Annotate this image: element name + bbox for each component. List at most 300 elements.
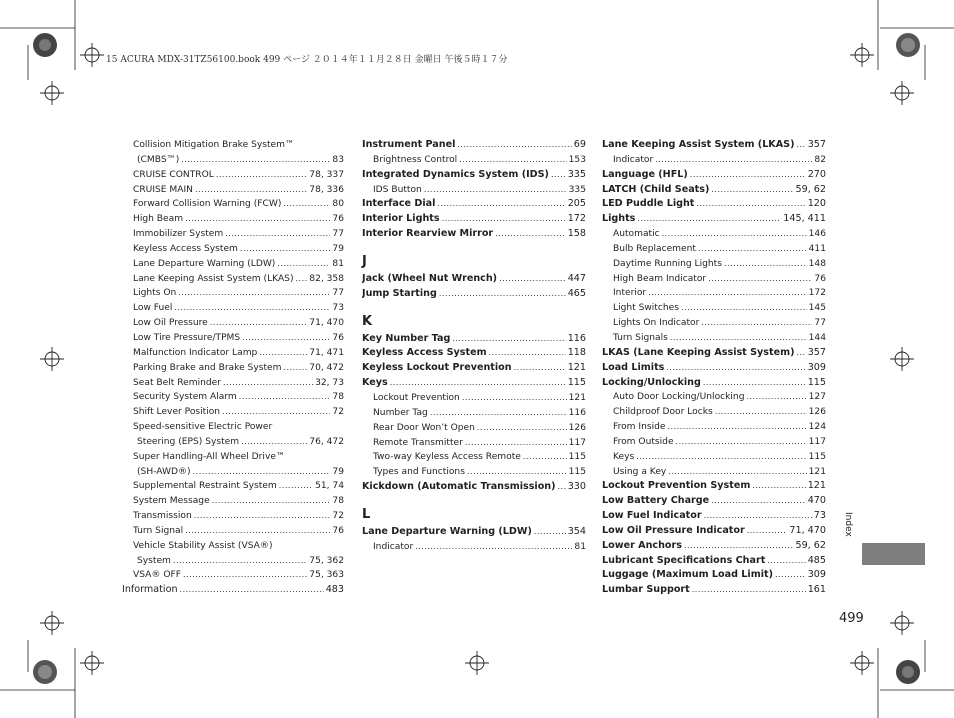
dot-leader (711, 494, 806, 509)
dot-leader (277, 257, 330, 272)
dot-leader (752, 479, 805, 494)
index-entry (602, 509, 826, 524)
index-entry (602, 257, 826, 272)
index-entry-term: Collision Mitigation Brake System™ (133, 140, 295, 150)
dot-leader (724, 257, 807, 272)
index-entry (122, 168, 344, 183)
index-entry-term: Lights On Indicator (613, 318, 700, 329)
index-entry (122, 405, 344, 420)
index-entry (122, 286, 344, 301)
index-entry (122, 494, 344, 509)
index-entry-pages: 78, 336 (309, 184, 344, 195)
index-entry (362, 540, 586, 555)
index-section-letter: L (362, 506, 371, 522)
dot-leader (185, 524, 330, 539)
index-entry-pages: 354 (567, 525, 586, 537)
dot-leader (242, 331, 330, 346)
index-entry-pages: 75, 363 (309, 570, 344, 581)
index-entry-pages: 79 (332, 243, 344, 254)
index-entry-term: Supplemental Restraint System (133, 481, 277, 492)
index-entry-term: High Beam Indicator (613, 273, 707, 284)
index-entry-term: System (137, 555, 171, 566)
index-entry (602, 361, 826, 376)
index-entry-pages: 77 (332, 288, 344, 299)
index-entry (122, 183, 344, 198)
index-entry-pages: 77 (814, 318, 826, 329)
index-entry-pages: 146 (808, 229, 826, 240)
index-entry-pages: 205 (567, 198, 586, 210)
index-entry-pages: 411 (808, 243, 826, 254)
index-entry-term: Lane Keeping Assist System (LKAS) (602, 139, 795, 150)
dot-leader (636, 450, 806, 465)
index-entry (122, 390, 344, 405)
index-entry-term: Immobilizer System (133, 229, 224, 240)
dot-leader (703, 376, 806, 391)
index-entry-pages: 172 (567, 213, 586, 225)
dot-leader (711, 183, 793, 198)
dot-leader (239, 390, 331, 405)
index-entry-term: Vehicle Stability Assist (VSA®) (133, 540, 273, 551)
index-entry-pages: 73 (332, 303, 344, 314)
dot-leader (558, 480, 566, 495)
dot-leader (767, 554, 805, 569)
dot-leader (439, 287, 566, 302)
dot-leader (701, 316, 812, 331)
dot-leader (696, 197, 805, 212)
dot-leader (775, 568, 806, 583)
index-entry (362, 421, 586, 436)
dot-leader (796, 138, 805, 153)
index-entry-pages: 485 (807, 554, 826, 566)
dot-leader (690, 168, 806, 183)
index-entry-pages: 115 (568, 452, 586, 463)
index-entry-pages: 51, 74 (315, 481, 344, 492)
dot-leader (681, 301, 807, 316)
index-entry (362, 406, 586, 421)
index-entry (362, 361, 586, 376)
index-entry (362, 183, 586, 198)
index-entry-term: Brightness Control (373, 154, 458, 165)
index-entry-term: Malfunction Indicator Lamp (133, 347, 258, 358)
index-entry-pages: 161 (807, 584, 826, 596)
index-entry-pages: 71, 471 (309, 347, 344, 358)
index-entry-term: Interface Dial (362, 198, 436, 210)
index-entry-term: Forward Collision Warning (FCW) (133, 199, 282, 210)
index-entry-term: High Beam (133, 214, 184, 225)
index-entry (602, 346, 826, 361)
index-entry (362, 153, 586, 168)
index-entry-pages: 126 (808, 407, 826, 418)
index-entry-term: Parking Brake and Brake System (133, 362, 282, 373)
dot-leader (747, 524, 788, 539)
index-entry-term: (CMBS™) (137, 154, 180, 165)
index-entry (602, 568, 826, 583)
dot-leader (195, 183, 307, 198)
index-entry-pages: 76, 472 (309, 436, 344, 447)
index-entry (602, 479, 826, 494)
dot-leader (666, 361, 805, 376)
index-entry-pages: 483 (325, 584, 344, 596)
index-entry (602, 435, 826, 450)
dot-leader (193, 465, 331, 480)
index-entry (122, 361, 344, 376)
index-entry (602, 524, 826, 539)
index-entry (122, 524, 344, 539)
dot-leader (283, 361, 307, 376)
dot-leader (296, 272, 308, 287)
index-entry (602, 331, 826, 346)
index-entry-term: Childproof Door Locks (613, 407, 713, 418)
index-entry-term: Daytime Running Lights (613, 258, 722, 269)
index-entry (122, 138, 344, 153)
dot-leader (708, 272, 812, 287)
dot-leader (534, 525, 566, 540)
index-entry (122, 301, 344, 316)
index-tab-label: Index (843, 512, 853, 537)
dot-leader (216, 168, 307, 183)
index-entry (122, 227, 344, 242)
dot-leader (442, 212, 566, 227)
index-entry-pages: 144 (808, 332, 826, 343)
dot-leader (551, 168, 566, 183)
index-entry-term: Security System Alarm (133, 392, 237, 403)
index-entry-pages: 172 (808, 288, 826, 299)
dot-leader (210, 316, 308, 331)
index-entry-pages: 447 (567, 272, 586, 284)
index-entry-term: Kickdown (Automatic Transmission) (362, 481, 556, 493)
index-entry-term: Locking/Unlocking (602, 376, 701, 388)
dot-leader (676, 435, 807, 450)
index-entry (122, 316, 344, 331)
index-entry-pages: 81 (332, 258, 344, 269)
index-entry-pages: 121 (567, 362, 586, 374)
index-entry-pages: 76 (332, 214, 344, 225)
index-entry (362, 480, 586, 495)
index-entry-pages: 117 (568, 437, 586, 448)
index-entry-term: Low Battery Charge (602, 495, 710, 507)
index-entry-term: Jump Starting (362, 287, 437, 299)
index-entry-pages: 127 (808, 392, 826, 403)
index-entry-pages: 124 (808, 422, 826, 433)
index-entry-term: Interior Lights (362, 213, 440, 225)
dot-leader (746, 390, 806, 405)
dot-leader (655, 153, 812, 168)
index-entry-pages: 153 (568, 154, 586, 165)
index-entry-pages: 82, 358 (309, 273, 344, 284)
index-entry-term: Low Tire Pressure/TPMS (133, 332, 241, 343)
index-entry (602, 316, 826, 331)
index-entry (122, 197, 344, 212)
index-entry-term: Lights (602, 213, 636, 225)
index-entry-term: LKAS (Lane Keeping Assist System) (602, 346, 795, 358)
dot-leader (222, 405, 330, 420)
index-entry (362, 525, 586, 540)
index-entry-pages: 115 (567, 377, 586, 389)
index-entry-pages: 78, 337 (309, 169, 344, 180)
index-entry-term: Luggage (Maximum Load Limit) (602, 569, 773, 581)
index-entry-term: From Inside (613, 422, 666, 433)
dot-leader (424, 183, 567, 198)
dot-leader (225, 227, 330, 242)
index-entry-term: VSA® OFF (133, 570, 181, 581)
dot-leader (183, 568, 307, 583)
index-entry-pages: 115 (807, 376, 826, 388)
index-entry-pages: 78 (332, 496, 344, 507)
index-entry-term: Rear Door Won’t Open (373, 422, 475, 433)
index-entry-pages: 72 (332, 407, 344, 418)
index-entry (122, 568, 344, 583)
index-entry (602, 465, 826, 480)
index-entry-term: Speed-sensitive Electric Power (133, 422, 273, 433)
index-entry-term: CRUISE MAIN (133, 184, 193, 195)
index-entry (362, 376, 586, 391)
index-entry-term: IDS Button (373, 184, 422, 195)
index-entry (362, 346, 586, 361)
index-entry-term: Turn Signal (133, 525, 184, 536)
index-entry-pages: 335 (567, 168, 586, 180)
index-entry-term: Language (HFL) (602, 168, 688, 180)
index-entry-term: Lumbar Support (602, 584, 690, 596)
index-entry-term: (SH-AWD®) (137, 466, 191, 477)
index-entry (122, 420, 344, 435)
index-entry (602, 539, 826, 554)
dot-leader (704, 509, 812, 524)
index-entry-term: Seat Belt Reminder (133, 377, 221, 388)
index-entry-term: Key Number Tag (362, 332, 451, 344)
index-entry-term: CRUISE CONTROL (133, 169, 214, 180)
dot-leader (241, 435, 307, 450)
index-entry-term: Interior Rearview Mirror (362, 228, 494, 240)
index-entry (602, 183, 826, 198)
dot-leader (279, 479, 313, 494)
index-entry-term: Jack (Wheel Nut Wrench) (362, 272, 498, 284)
index-entry-term: Keys (362, 377, 388, 389)
index-entry-term: Load Limits (602, 361, 665, 373)
print-header: 15 ACURA MDX-31TZ56100.book 499 ページ ２０１４年１１月２８日 金曜日 午後５時１７分 (106, 55, 508, 65)
index-entry-term: Two-way Keyless Access Remote (373, 452, 521, 463)
index-entry-pages: 81 (574, 541, 586, 552)
index-entry (602, 554, 826, 569)
index-entry (122, 435, 344, 450)
index-entry (362, 465, 586, 480)
dot-leader (437, 197, 565, 212)
index-entry-term: Light Switches (613, 303, 679, 314)
index-entry-pages: 82 (814, 154, 826, 165)
dot-leader (467, 465, 567, 480)
dot-leader (452, 332, 565, 347)
index-entry-pages: 73 (813, 510, 826, 522)
index-entry-term: From Outside (613, 436, 674, 447)
index-entry-term: LED Puddle Light (602, 198, 695, 210)
dot-leader (194, 509, 331, 524)
dot-leader (465, 436, 567, 451)
dot-leader (259, 346, 307, 361)
index-entry (602, 138, 826, 153)
dot-leader (173, 554, 307, 569)
index-entry-pages: 71, 470 (789, 524, 826, 536)
dot-leader (459, 153, 566, 168)
index-entry-pages: 357 (807, 139, 826, 150)
index-entry-term: System Message (133, 496, 210, 507)
index-entry (362, 391, 586, 406)
index-entry (602, 153, 826, 168)
index-entry (602, 450, 826, 465)
index-entry (602, 197, 826, 212)
index-entry (122, 479, 344, 494)
dot-leader (684, 539, 794, 554)
index-entry (122, 346, 344, 361)
dot-leader (648, 286, 806, 301)
index-entry-term: Lane Keeping Assist System (LKAS) (133, 273, 294, 284)
dot-leader (662, 227, 807, 242)
index-entry (362, 272, 586, 287)
dot-leader (462, 391, 567, 406)
index-entry-pages: 270 (807, 168, 826, 180)
index-entry-term: Keys (613, 451, 635, 462)
index-entry-pages: 117 (808, 436, 826, 447)
index-entry-term: Indicator (613, 154, 654, 165)
index-entry (602, 301, 826, 316)
index-entry (602, 376, 826, 391)
index-entry-pages: 69 (573, 139, 586, 150)
index-entry (362, 212, 586, 227)
index-entry-term: Types and Functions (373, 467, 465, 478)
dot-leader (715, 405, 807, 420)
dot-leader (240, 242, 331, 257)
index-entry-pages: 76 (332, 525, 344, 536)
dot-leader (477, 421, 567, 436)
index-entry-term: Remote Transmitter (373, 437, 463, 448)
index-column-2 (362, 138, 586, 555)
index-entry (122, 331, 344, 346)
index-entry-pages: 32, 73 (315, 377, 344, 388)
index-entry-term: Using a Key (613, 466, 667, 477)
index-entry (122, 465, 344, 480)
index-tab (862, 543, 925, 565)
index-entry-pages: 145 (808, 303, 826, 314)
index-entry-pages: 465 (567, 287, 586, 299)
dot-leader (180, 583, 324, 598)
index-entry (602, 286, 826, 301)
index-entry-pages: 59, 62 (795, 539, 826, 551)
index-entry-pages: 120 (807, 198, 826, 210)
index-entry-pages: 75, 362 (309, 555, 344, 566)
dot-leader (178, 286, 330, 301)
index-entry-term: Low Oil Pressure (133, 318, 208, 329)
index-entry (602, 272, 826, 287)
index-section-letter: J (362, 253, 367, 269)
index-entry-pages: 158 (567, 228, 586, 240)
dot-leader (223, 376, 313, 391)
index-entry-term: Information (122, 584, 178, 596)
index-entry-pages: 59, 62 (795, 183, 826, 195)
index-entry-pages: 71, 470 (309, 318, 344, 329)
dot-leader (796, 346, 805, 361)
index-entry (122, 272, 344, 287)
page-number: 499 (839, 611, 864, 626)
index-entry-pages: 79 (332, 466, 344, 477)
index-entry-pages: 76 (814, 273, 826, 284)
index-entry (122, 242, 344, 257)
index-entry (602, 390, 826, 405)
index-entry-pages: 148 (808, 258, 826, 269)
index-entry (602, 405, 826, 420)
index-entry (122, 153, 344, 168)
index-entry-pages: 115 (568, 467, 586, 478)
index-entry (362, 332, 586, 347)
index-entry-term: Turn Signals (613, 332, 668, 343)
index-entry-term: Lane Departure Warning (LDW) (133, 258, 276, 269)
index-entry-term: Lane Departure Warning (LDW) (362, 525, 532, 537)
index-entry-pages: 121 (568, 392, 586, 403)
index-entry-term: Steering (EPS) System (137, 436, 240, 447)
index-entry-term: Auto Door Locking/Unlocking (613, 392, 745, 403)
index-entry (602, 168, 826, 183)
dot-leader (181, 153, 330, 168)
dot-leader (212, 494, 331, 509)
index-entry (362, 168, 586, 183)
index-entry (362, 287, 586, 302)
index-entry (602, 212, 826, 227)
index-entry-pages: 80 (332, 199, 344, 210)
index-entry (602, 242, 826, 257)
index-entry-pages: 77 (332, 229, 344, 240)
index-entry (602, 420, 826, 435)
index-entry (362, 138, 586, 153)
index-entry-pages: 76 (332, 332, 344, 343)
index-entry-pages: 357 (807, 346, 826, 358)
index-entry (362, 227, 586, 242)
index-entry (122, 450, 344, 465)
index-entry (602, 583, 826, 598)
dot-leader (430, 406, 567, 421)
index-entry-term: Bulb Replacement (613, 243, 696, 254)
index-entry (122, 376, 344, 391)
index-entry (122, 212, 344, 227)
dot-leader (489, 346, 566, 361)
index-entry-term: Low Fuel (133, 303, 173, 314)
dot-leader (668, 420, 807, 435)
index-entry-term: Number Tag (373, 407, 428, 418)
index-entry-term: Lubricant Specifications Chart (602, 554, 766, 566)
index-entry (122, 554, 344, 569)
dot-leader (390, 376, 566, 391)
index-entry-pages: 118 (567, 347, 586, 359)
dot-leader (495, 227, 566, 242)
index-entry-pages: 145, 411 (783, 213, 826, 225)
index-entry (122, 583, 344, 598)
index-entry-term: LATCH (Child Seats) (602, 183, 710, 195)
index-entry-term: Shift Lever Position (133, 407, 221, 418)
dot-leader (670, 331, 807, 346)
index-entry-pages: 126 (568, 422, 586, 433)
index-entry (122, 257, 344, 272)
index-column-1 (122, 138, 344, 598)
index-entry-term: Lockout Prevention System (602, 480, 751, 492)
index-entry (602, 227, 826, 242)
index-entry-pages: 70, 472 (309, 362, 344, 373)
index-entry-pages: 78 (332, 392, 344, 403)
index-entry (122, 509, 344, 524)
index-entry-term: Keyless Access System (362, 347, 487, 359)
index-entry-term: Low Oil Pressure Indicator (602, 524, 745, 536)
index-entry-term: Instrument Panel (362, 139, 456, 150)
dot-leader (698, 242, 807, 257)
index-entry-term: Interior (613, 288, 647, 299)
index-entry (362, 436, 586, 451)
dot-leader (415, 540, 572, 555)
index-entry-term: Integrated Dynamics System (IDS) (362, 168, 549, 180)
